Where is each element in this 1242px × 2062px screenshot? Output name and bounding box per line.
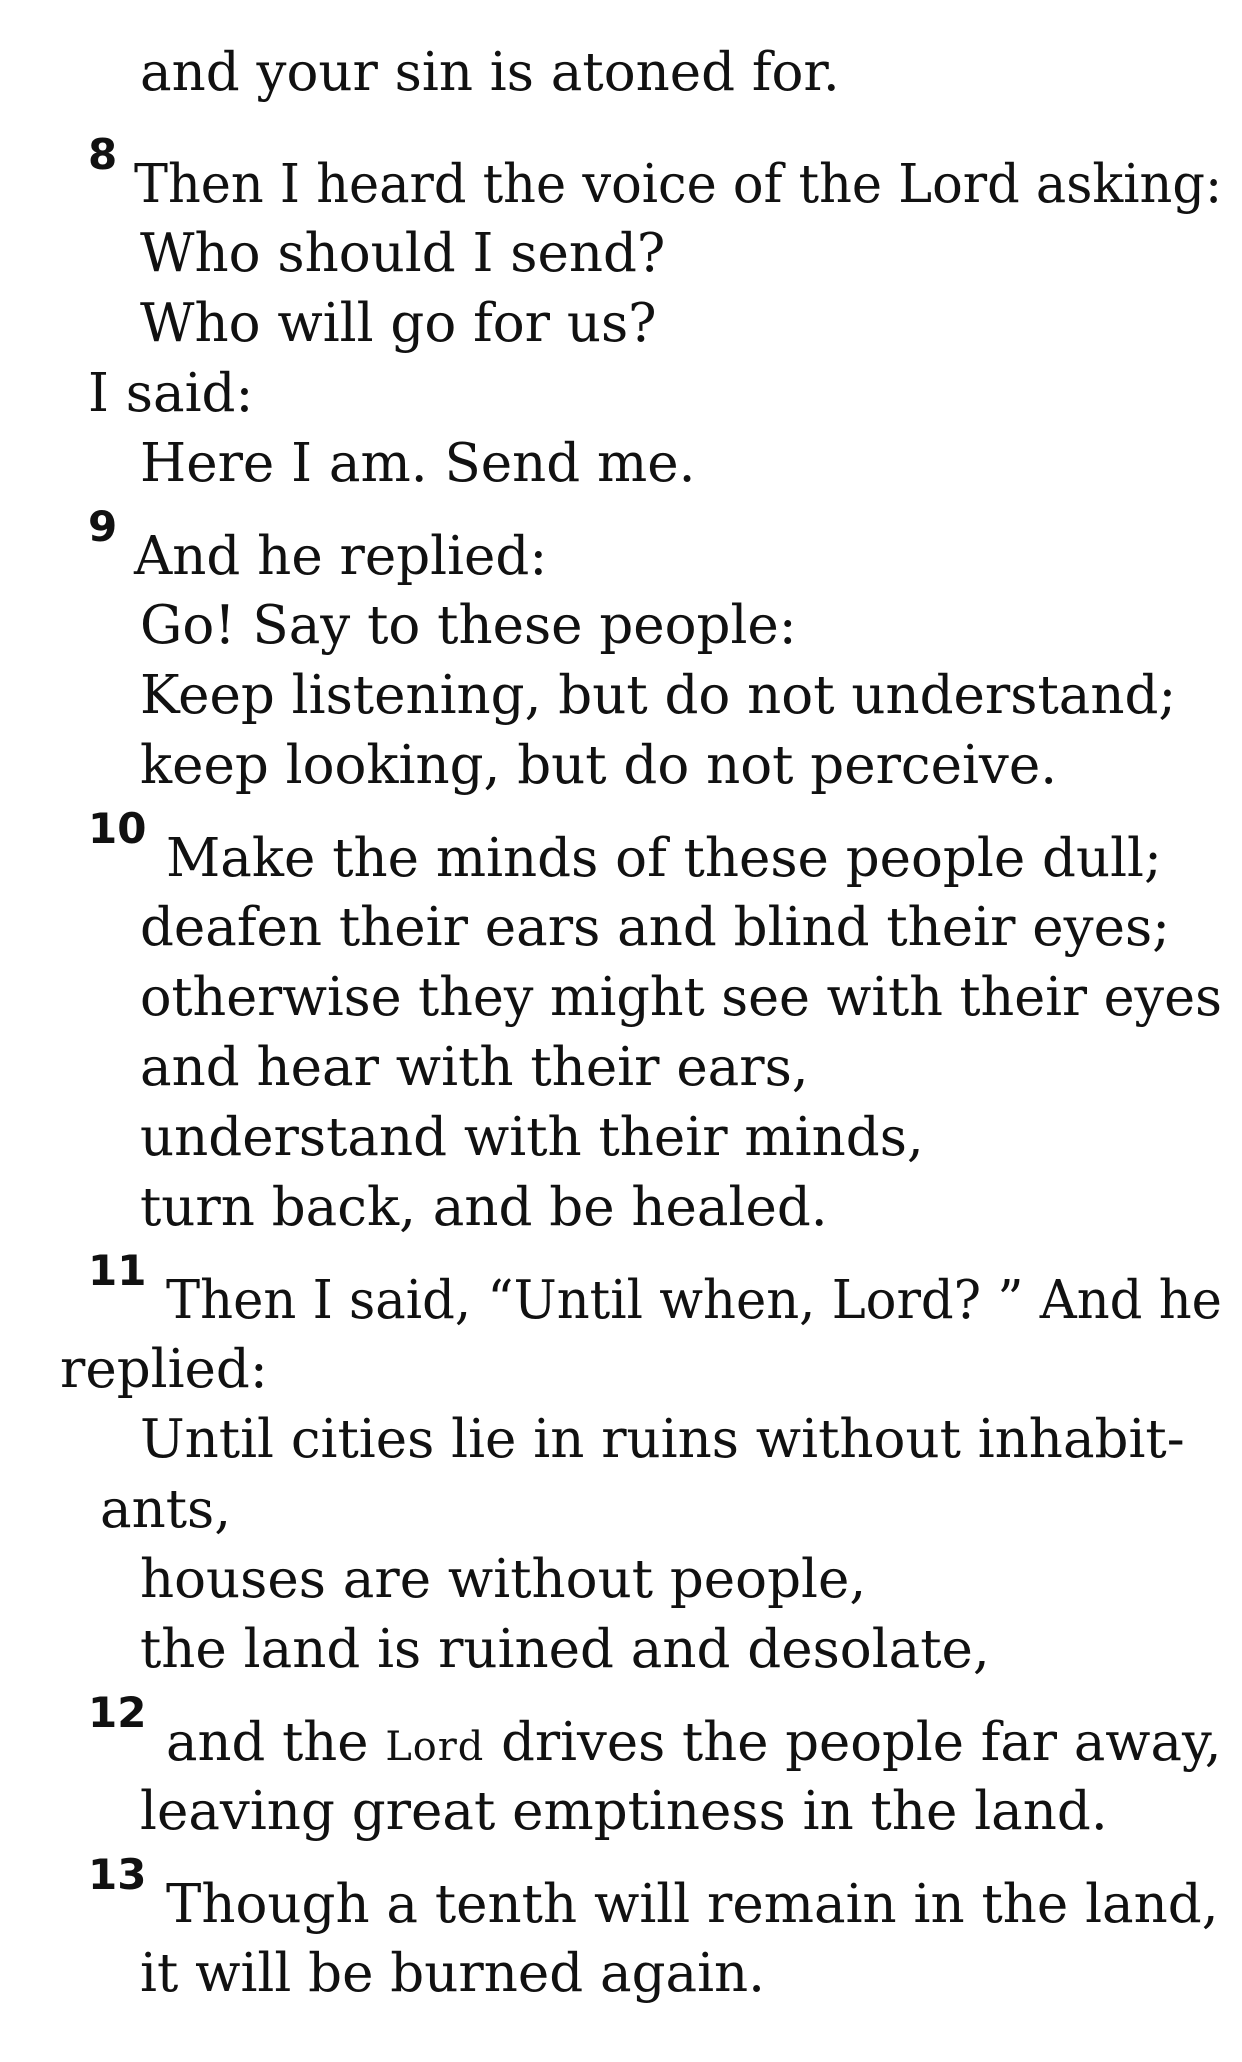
verse-number: 8	[88, 130, 118, 179]
text-line: Who should I send?	[140, 223, 666, 284]
verse-number: 10	[88, 804, 147, 853]
text-line: replied:	[60, 1339, 268, 1400]
text-line: Then I said, “Until when, Lord? ” And he	[166, 1270, 1222, 1331]
text-line: leaving great emptiness in the land.	[140, 1781, 1108, 1842]
small-caps-lord: Lord	[385, 1724, 485, 1770]
text-line: Keep listening, but do not understand;	[140, 665, 1177, 726]
verse-number: 11	[88, 1246, 147, 1295]
text-line: Make the minds of these people dull;	[166, 828, 1162, 889]
text-line: keep looking, but do not perceive.	[140, 735, 1058, 796]
text-line: Then I heard the voice of the Lord asking:	[134, 154, 1223, 215]
text-line: and the Lord drives the people far away,	[166, 1712, 1222, 1773]
text-line: and hear with their ears,	[140, 1037, 809, 1098]
text-line: ants,	[100, 1479, 232, 1540]
verse-number: 13	[88, 1850, 147, 1899]
text-line: Go! Say to these people:	[140, 595, 797, 656]
text-line: turn back, and be healed.	[140, 1177, 828, 1238]
verse-number: 12	[88, 1688, 147, 1737]
text-line: Though a tenth will remain in the land,	[166, 1874, 1219, 1935]
text-line: houses are without people,	[140, 1549, 867, 1610]
text-line: it will be burned again.	[140, 1943, 766, 2004]
text-line: I said:	[88, 363, 254, 424]
text-line: Who will go for us?	[140, 293, 657, 354]
text-line: deafen their ears and blind their eyes;	[140, 897, 1171, 958]
text-line: Until cities lie in ruins without inhabit-	[140, 1409, 1185, 1470]
text-line: otherwise they might see with their eyes	[140, 967, 1222, 1028]
text-line: Here I am. Send me.	[140, 433, 696, 494]
text-line: and your sin is atoned for.	[140, 42, 840, 103]
text-line: the land is ruined and desolate,	[140, 1619, 990, 1680]
text-line: understand with their minds,	[140, 1107, 924, 1168]
text-line: And he replied:	[134, 526, 548, 587]
verse-number: 9	[88, 502, 118, 551]
